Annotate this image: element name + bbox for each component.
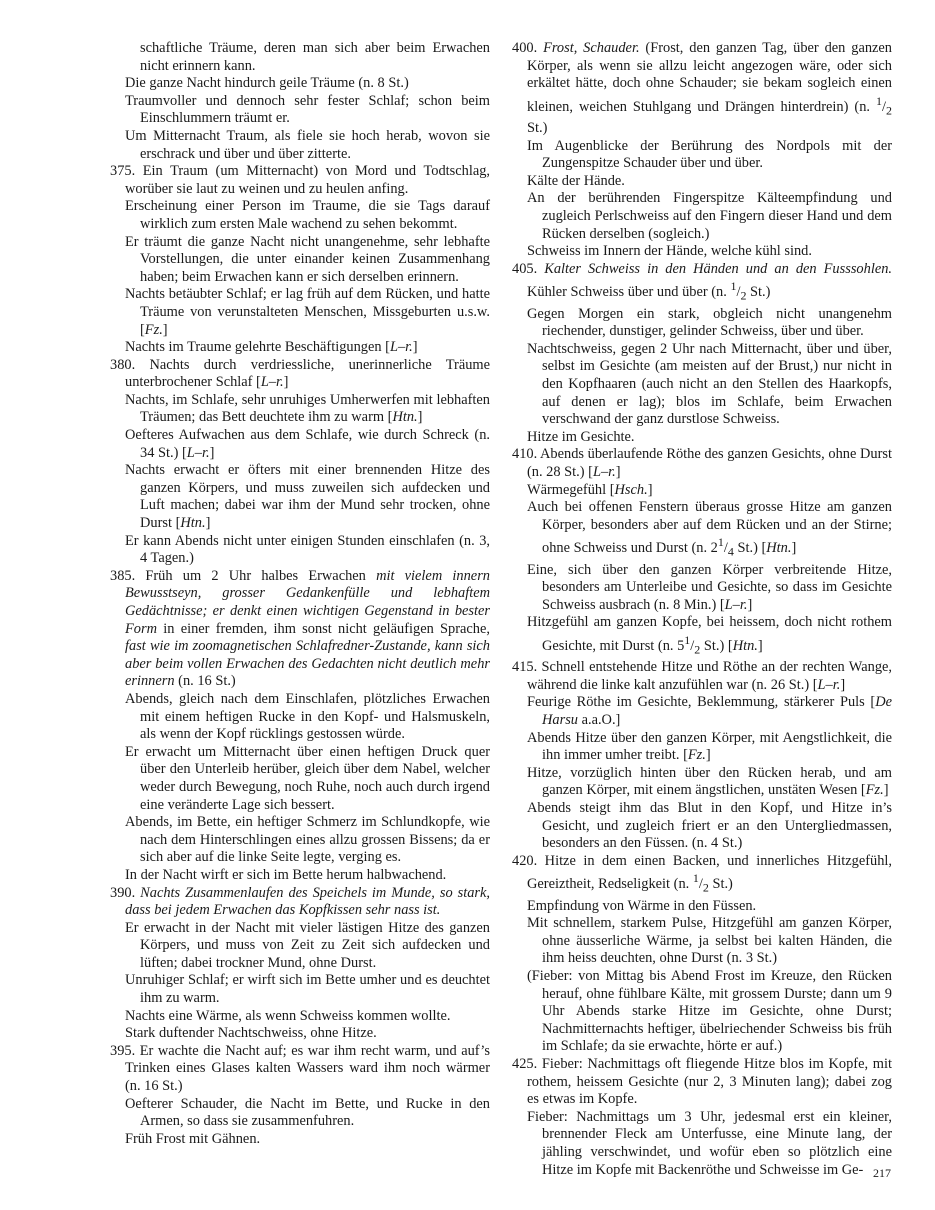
symptom-entry: Eine, sich über den ganzen Körper verbreitende Hitze, besonders am Unterleibe und Gesichte, so dass im Gesichte Schweiss ausbrach (n. 8 Min.) [L–r.] — [527, 561, 892, 613]
symptom-entry: Oefteres Aufwachen aus dem Schlafe, wie durch Schreck (n. 34 St.) [L–r.] — [125, 427, 490, 461]
numbered-entry: 425. Fieber: Nachmittags oft fliegende Hitze blos im Kopfe, mit rothem, heissem Gesichte (nur 2, 3 Minuten lang); dabei zog es etwas im Kopfe. — [512, 1056, 892, 1108]
right-column — [512, 40, 892, 1179]
symptom-entry: Er erwacht in der Nacht mit vieler lästigen Hitze des ganzen Körpers, und muss von Zeit zu Zeit sich aufdecken und lüften; dabei trockner Mund, ohne Durst. — [125, 919, 490, 971]
numbered-entry: 410. Abends überlaufende Röthe des ganzen Gesichts, ohne Durst (n. 28 St.) [L–r.] — [512, 446, 892, 480]
numbered-entry: 375. Ein Traum (um Mitternacht) von Mord und Todtschlag, worüber sie laut zu weinen und zu heulen anfing. — [110, 163, 490, 197]
numbered-entry: 400. Frost, Schauder. (Frost, den ganzen Tag, über den ganzen Körper, als wenn sie allzu leicht angezogen wäre, oder sich erkältet hätte, doch ohne Schauder; sie bekam sogleich einen kleinen, weichen Stuhlgang und Drängen hinterdrein) (n. $^1/_2$ St.) — [512, 40, 892, 137]
symptom-entry: Gegen Morgen ein stark, obgleich nicht unangenehm riechender, dunstiger, gelinder Schweiss, über und über. — [527, 305, 892, 340]
symptom-entry: Im Augenblicke der Berührung des Nordpols mit der Zungenspitze Schauder über und über. — [527, 137, 892, 172]
numbered-entry: 420. Hitze in dem einen Backen, und innerliches Hitzgefühl, Gereiztheit, Redseligkeit (n. $^1/_2$ St.) — [512, 852, 892, 896]
symptom-entry: Oefterer Schauder, die Nacht im Bette, und Rucke in den Armen, so dass sie zusammenfuhren. — [125, 1095, 490, 1130]
symptom-entry: Unruhiger Schlaf; er wirft sich im Bette umher und es deuchtet ihm zu warm. — [125, 972, 490, 1007]
symptom-entry: Er träumt die ganze Nacht nicht unangenehme, sehr lebhafte Vorstellungen, die unter einander keinen Zusammenhang haben; beim Erwachen kann er sich derselben erinnern. — [125, 233, 490, 285]
symptom-entry: Er erwacht um Mitternacht über einen heftigen Druck quer über den Unterleib herüber, gleich über dem Nabel, welcher weder durch Bewegung, noch Ruhe, noch auch durch irgend eine veränderte Lage sich bessert. — [125, 743, 490, 813]
symptom-entry: Abends steigt ihm das Blut in den Kopf, und Hitze in’s Gesicht, und zugleich friert er an den Untergliedmassen, besonders an den Füssen. (n. 4 St.) — [527, 800, 892, 852]
symptom-entry: Abends, gleich nach dem Einschlafen, plötzliches Erwachen mit einem heftigen Rucke in den Kopf- und Halsmuskeln, als wenn der Kopf rücklings gestossen würde. — [125, 690, 490, 743]
symptom-entry: Wärmegefühl [Hsch.] — [527, 481, 653, 498]
left-column — [110, 40, 490, 1148]
symptom-entry: In der Nacht wirft er sich im Bette herum halbwachend. — [125, 866, 447, 883]
numbered-entry: 390. Nachts Zusammenlaufen des Speichels im Munde, so stark, dass bei jedem Erwachen das Kopfkissen sehr nass ist. — [110, 884, 491, 919]
symptom-entry: Nachtschweiss, gegen 2 Uhr nach Mitternacht, über und über, selbst im Gesichte (am meisten auf der Brust,) nur nicht in den Kopfhaaren (auch nicht an den Stellen des Haarkopfs, auf denen er lag); blos im Schlafe, beim Erwachen verschwand der ganz durstlose Schweiss. — [527, 340, 892, 428]
symptom-entry: An der berührenden Fingerspitze Kälteempfindung und zugleich Perlschweiss auf den Fingern dieser Hand und dem Rücken derselben (sogleich.) — [527, 190, 892, 242]
symptom-entry: Fieber: Nachmittags um 3 Uhr, jedesmal erst ein kleiner, brennender Fleck am Unterfusse, eine Minute lang, der jähling verschwindet, und wofür eben so plötzlich eine Hitze im Kopfe mit Backenröthe und Schweisse im Ge- — [527, 1108, 892, 1178]
symptom-entry: (Fieber: von Mittag bis Abend Frost im Kreuze, den Rücken herauf, ohne fühlbare Kälte, mit grossem Durste; dann um 9 Uhr Abends starke Hitze im Gesichte, ohne Durst; Nachmitternachts heftiger, übelriechender Schweiss bis früh im Schlafe; da sie erwachte, hörte er auf.) — [527, 968, 892, 1055]
numbered-entry: 405. Kalter Schweiss in den Händen und an den Fusssohlen. Kühler Schweiss über und über (n. $^1/_2$ St.) — [512, 260, 892, 304]
symptom-entry: Nachts eine Wärme, als wenn Schweiss kommen wollte. — [125, 1007, 451, 1024]
symptom-entry: Hitzgefühl am ganzen Kopfe, bei heissem, doch nicht rothem Gesichte, mit Durst (n. $5^1/_2$ St.) [Htn.] — [527, 614, 892, 657]
symptom-entry: Abends Hitze über den ganzen Körper, mit Aengstlichkeit, die ihn immer umher treibt. [Fz.] — [527, 729, 892, 764]
symptom-entry: Früh Frost mit Gähnen. — [125, 1130, 261, 1147]
symptom-entry: Traumvoller und dennoch sehr fester Schlaf; schon beim Einschlummern träumt er. — [125, 92, 490, 127]
symptom-entry: Abends, im Bette, ein heftiger Schmerz im Schlundkopfe, wie nach dem Hinterschlingen eines allzu grossen Bissens; da er sich aber auf die linke Seite legte, verging es. — [125, 814, 490, 866]
numbered-entry: 415. Schnell entstehende Hitze und Röthe an der rechten Wange, während die linke kalt anzufühlen war (n. 26 St.) [L–r.] — [512, 659, 892, 693]
symptom-entry: Kälte der Hände. — [527, 172, 625, 189]
symptom-entry: Um Mitternacht Traum, als fiele sie hoch herab, wovon sie erschrack und über und über zitterte. — [125, 127, 490, 162]
numbered-entry: 395. Er wachte die Nacht auf; es war ihm recht warm, und auf’s Trinken eines Glases kalten Wassers ward ihm noch wärmer (n. 16 St.) — [110, 1042, 490, 1095]
symptom-entry: Schweiss im Innern der Hände, welche kühl sind. — [527, 243, 812, 260]
symptom-entry: Nachts betäubter Schlaf; er lag früh auf dem Rücken, und hatte Träume von verunstalteten Menschen, Missgeburten u.s.w. [Fz.] — [125, 286, 490, 338]
symptom-entry: Hitze, vorzüglich hinten über den Rücken herab, und am ganzen Körper, mit einem ängstlichen, unstäten Wesen [Fz.] — [527, 764, 892, 799]
symptom-entry: Die ganze Nacht hindurch geile Träume (n. 8 St.) — [125, 75, 409, 92]
symptom-entry: Feurige Röthe im Gesichte, Beklemmung, stärkerer Puls [De Harsu a.a.O.] — [527, 694, 892, 729]
symptom-entry: Empfindung von Wärme in den Füssen. — [527, 897, 757, 914]
symptom-entry: Stark duftender Nachtschweiss, ohne Hitze. — [125, 1025, 377, 1042]
symptom-entry: Nachts, im Schlafe, sehr unruhiges Umherwerfen mit lebhaften Träumen; das Bett deuchtete ihm zu warm [Htn.] — [125, 391, 490, 426]
symptom-entry: Nachts erwacht er öfters mit einer brennenden Hitze des ganzen Körpers, und muss zuweilen sich aufdecken und Luft machen; dabei war ihm der Mund sehr trocken, ohne Durst [Htn.] — [125, 462, 490, 532]
symptom-entry: Nachts im Traume gelehrte Beschäftigungen [L–r.] — [125, 339, 418, 356]
symptom-entry: Er kann Abends nicht unter einigen Stunden einschlafen (n. 3, 4 Tagen.) — [125, 532, 490, 567]
numbered-entry: 385. Früh um 2 Uhr halbes Erwachen mit vielem innern Bewusstseyn, grosser Gedankenfülle und lebhaftem Gedächtnisse; er denkt einen wichtigen Gegenstand in bester Form in einer fremden, ihm sonst nicht geläufigen Sprache, fast wie im zoomagnetischen Schlafredner-Zustande, kann sich aber beim vollen Erwachen des Gedachten nicht deutlich mehr erinnern (n. 16 St.) — [110, 567, 490, 690]
symptom-entry: Erscheinung einer Person im Traume, die sie Tags darauf wirklich zum ersten Male wachend zu sehen bekommt. — [125, 198, 490, 232]
symptom-entry: Mit schnellem, starkem Pulse, Hitzgefühl am ganzen Körper, ohne äusserliche Wärme, ja selbst bei kalten Händen, die ihm heiss deuchten, ohne Durst (n. 3 St.) — [527, 915, 892, 967]
symptom-entry: schaftliche Träume, deren man sich aber beim Erwachen nicht erinnern kann. — [140, 40, 490, 74]
symptom-entry: Hitze im Gesichte. — [527, 428, 635, 445]
page-number: 217 — [873, 1166, 891, 1180]
numbered-entry: 380. Nachts durch verdriessliche, unerinnerliche Träume unterbrochener Schlaf [L–r.] — [110, 356, 490, 391]
symptom-entry: Auch bei offenen Fenstern überaus grosse Hitze am ganzen Körper, besonders aber auf dem Rücken und an der Stirne; ohne Schweiss und Durst (n. $2^1/_4$ St.) [Htn.] — [527, 499, 892, 560]
